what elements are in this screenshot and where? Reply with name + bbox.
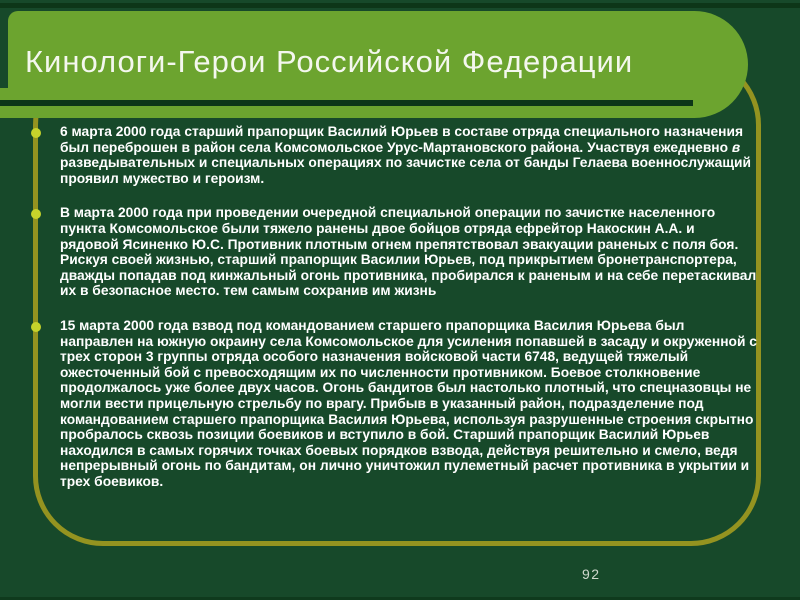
bullet-text: 6 марта 2000 года старший прапорщик Василий Юрьев в составе отряда специального назначения был переброшен в район села Комсомольское Урус-Мартановского района. Участвуя ежедневно в разведывательных и специальных операциях по зачистке села от банды Гелаева военнослужащий проявил мужество и героизм. <box>60 124 751 186</box>
bullet-dot-icon <box>31 322 41 332</box>
bullet-dot-icon <box>31 209 41 219</box>
bullet-text: 15 марта 2000 года взвод под командованием старшего прапорщика Василия Юрьева был направлен на южную окраину села Комсомольское для усиления попавшей в засаду и окруженной с трех сторон 3 группы отряда особого назначения войсковой части 6748, ведущей тяжелый ожесточенный бой с превосходящим их по численности противником. Боевое столкновение продолжалось уже более двух часов. Огонь бандитов был настолько плотный, что спецназовцы не могли вести прицельную стрельбу по врагу. Прибыв в указанный район, подразделение под командованием старшего прапорщика Василия Юрьева, используя разрушенные строения скрытно пробралось сквозь позиции боевиков и вступило в бой. Старший прапорщик Василий Юрьев находился в самых горячих точках боевых порядков взвода, действуя решительно и смело, ведя непрерывный огонь по бандитам, он лично уничтожил пулеметный расчет противника в укрытии и трех боевиков. <box>60 317 757 489</box>
bullet-text: В марта 2000 года при проведении очередной специальной операции по зачистке населенного пункта Комсомольское были тяжело ранены двое бойцов отряда ефрейтор Накоскин А.А. и рядовой Ясиненко Ю.С. Противник плотным огнем препятствовал эвакуации раненых с поля боя. Рискуя своей жизнью, старший прапорщик Василии Юрьев, под прикрытием бронетранспортера, дважды попадав под кинжальный огонь противника, пробирался к раненым и на себе перетаскивал их в безопасное место. тем самым сохранив им жизнь <box>60 205 757 299</box>
bullet-item <box>31 318 757 490</box>
top-divider <box>0 3 800 8</box>
title-underline <box>0 100 693 106</box>
bullet-dot-icon <box>31 128 41 138</box>
slide-title: Кинологи-Герои Российской Федерации <box>25 44 634 79</box>
bullet-item <box>31 124 757 186</box>
bullet-list <box>31 124 757 508</box>
page-number: 92 <box>582 566 601 582</box>
bullet-item <box>31 205 757 299</box>
